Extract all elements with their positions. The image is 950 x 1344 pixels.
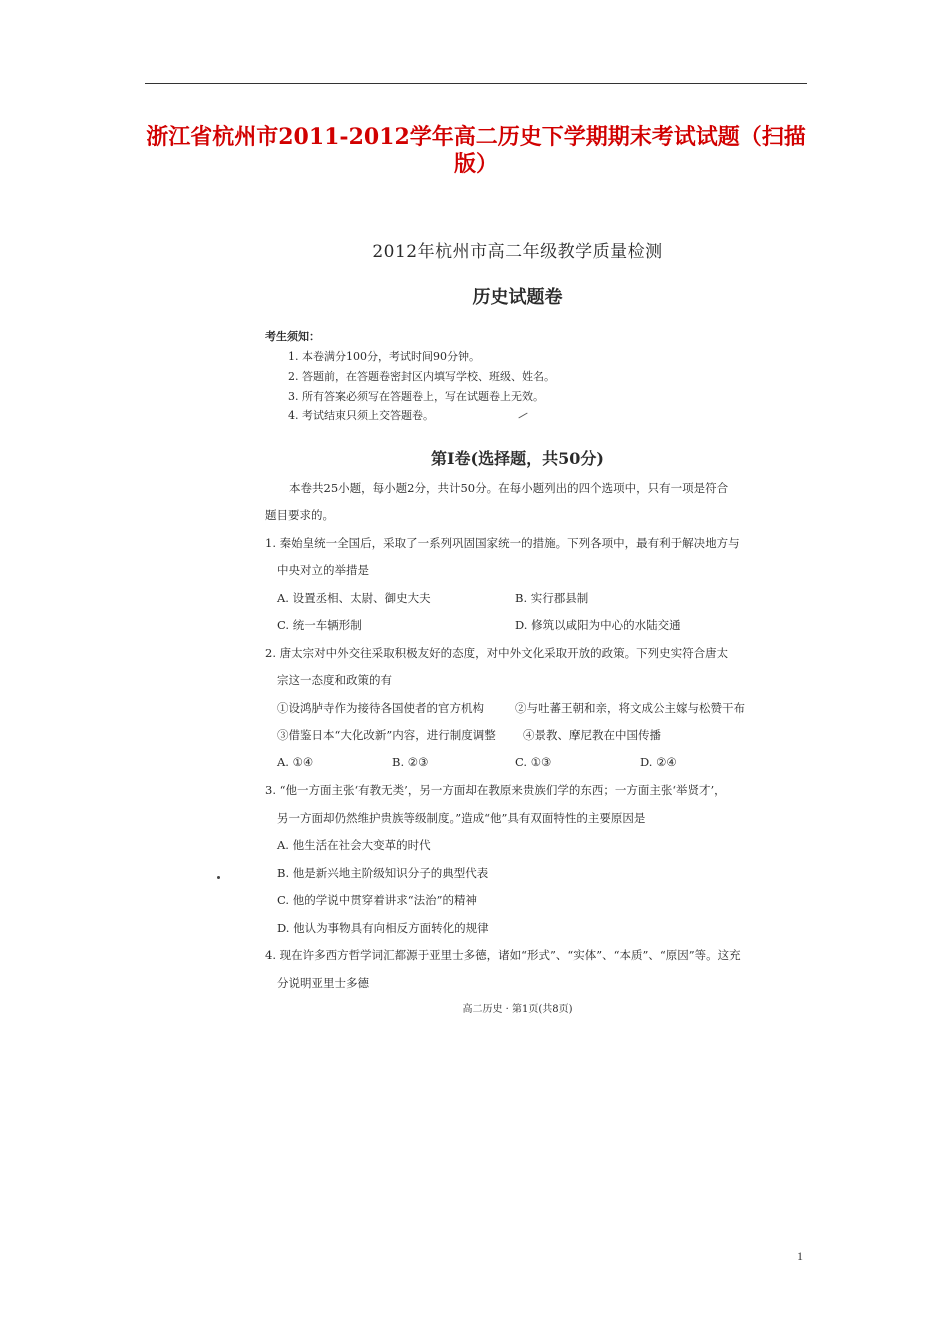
q3-stem: 另一方面却仍然维护贵族等级制度。”造成“他”具有双面特性的主要原因是: [277, 811, 646, 825]
scan-page-footer: 高二历史 · 第1页(共8页): [462, 1004, 573, 1015]
notice-item: 4. 考试结束只须上交答题卷。: [288, 409, 434, 422]
notice-item: 2. 答题前，在答题卷密封区内填写学校、班级、姓名。: [288, 370, 555, 383]
scanned-exam-page: [255, 225, 780, 1025]
q4-stem: 分说明亚里士多德: [277, 976, 369, 990]
q2-stem: 宗这一态度和政策的有: [277, 673, 392, 687]
q4-stem: 4. 现在许多西方哲学词汇都源于亚里士多德，诸如“形式”、“实体”、“本质”、“原因”等。这充: [265, 948, 741, 962]
q2-option-b: B. ②③: [392, 755, 429, 769]
q1-stem: 中央对立的举措是: [277, 563, 369, 577]
instruction-line: 本卷共25小题，每小题2分，共计50分。在每小题列出的四个选项中，只有一项是符合: [289, 481, 729, 495]
q2-option-d: D. ②④: [640, 755, 677, 769]
notice-item: 3. 所有答案必须写在答题卷上，写在试题卷上无效。: [288, 390, 544, 403]
section-title: 第Ⅰ卷(选择题，共50分): [431, 449, 604, 468]
q2-item-1: ①设鸿胪寺作为接待各国使者的官方机构: [277, 701, 484, 715]
q3-option-d: D. 他认为事物具有向相反方面转化的规律: [277, 921, 489, 935]
q2-option-a: A. ①④: [277, 755, 314, 769]
q2-item-2: ②与吐蕃王朝和亲，将文成公主嫁与松赞干布: [515, 701, 745, 715]
q2-item-3: ③借鉴日本“大化改新”内容，进行制度调整: [277, 728, 496, 742]
exam-title: 2012年杭州市高二年级教学质量检测: [372, 242, 663, 262]
q1-option-d: D. 修筑以咸阳为中心的水陆交通: [515, 618, 681, 632]
q2-option-c: C. ①③: [515, 755, 552, 769]
q1-stem: 1. 秦始皇统一全国后，采取了一系列巩固国家统一的措施。下列各项中，最有利于解决地方与: [265, 536, 740, 550]
pen-mark: [518, 413, 527, 419]
scan-speck: [217, 876, 220, 879]
q2-item-4: ④景教、摩尼教在中国传播: [523, 728, 661, 742]
instruction-line: 题目要求的。: [265, 508, 334, 522]
q3-option-c: C. 他的学说中贯穿着讲求“法治”的精神: [277, 893, 477, 907]
header-rule: [145, 83, 807, 84]
q1-option-a: A. 设置丞相、太尉、御史大夫: [277, 591, 431, 605]
document-title: 浙江省杭州市2011-2012学年高二历史下学期期末考试试题（扫描版）: [146, 124, 806, 177]
q1-option-b: B. 实行郡县制: [515, 591, 589, 605]
notice-heading: 考生须知：: [265, 330, 320, 343]
subject-title: 历史试题卷: [472, 287, 563, 308]
page-number: 1: [797, 1249, 803, 1263]
q1-option-c: C. 统一车辆形制: [277, 618, 362, 632]
q2-stem: 2. 唐太宗对中外交往采取积极友好的态度，对中外文化采取开放的政策。下列史实符合唐太: [265, 646, 729, 660]
q3-stem: 3. “他一方面主张‘有教无类’，另一方面却在教原来贵族们学的东西；一方面主张‘举贤才’，: [265, 783, 726, 797]
q3-option-b: B. 他是新兴地主阶级知识分子的典型代表: [277, 866, 489, 880]
notice-item: 1. 本卷满分100分，考试时间90分钟。: [288, 350, 480, 363]
q3-option-a: A. 他生活在社会大变革的时代: [277, 838, 431, 852]
